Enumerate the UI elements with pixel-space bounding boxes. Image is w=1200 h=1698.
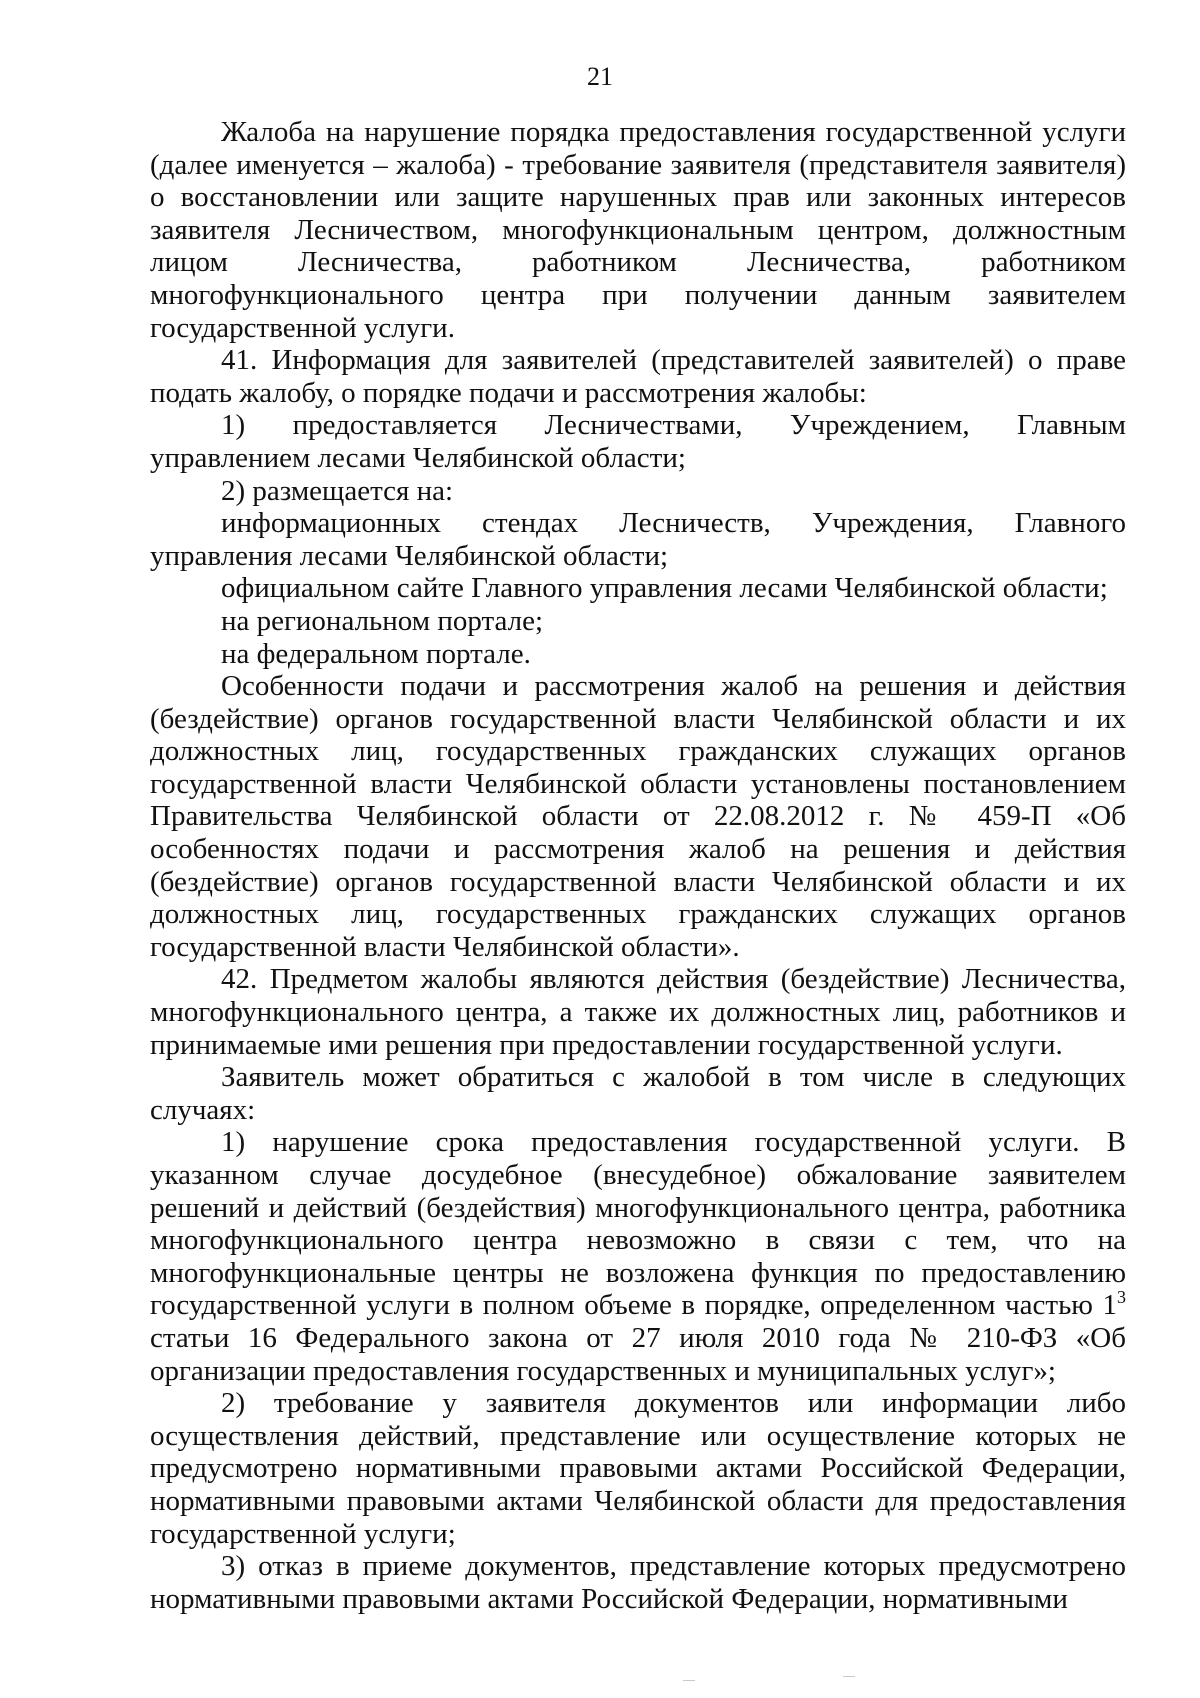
paragraph-42: 42. Предметом жалобы являются действия (бездействие) Лесничества, многофункционального центра, а также их должностных лиц, работников и принимаемые ими решения при предоставлении государственной услуги. bbox=[150, 963, 1126, 1061]
scan-mark bbox=[843, 1676, 855, 1677]
paragraph-regional-portal: на региональном портале; bbox=[221, 604, 544, 637]
paragraph-case-3: 3) отказ в приеме документов, представление которых предусмотрено нормативными правовыми актами Российской Федерации, нормативными bbox=[150, 1550, 1126, 1615]
case-1-text-continued: статьи 16 Федерального закона от 27 июля 2010 года № 210-ФЗ «Об организации предоставления государственных и муниципальных услуг»; bbox=[150, 1321, 1126, 1387]
document-body bbox=[150, 116, 1126, 1615]
paragraph-cases-intro: Заявитель может обратиться с жалобой в том числе в следующих случаях: bbox=[150, 1061, 1126, 1126]
paragraph-official-site: официальном сайте Главного управления лесами Челябинской области; bbox=[221, 572, 1108, 605]
paragraph-case-2: 2) требование у заявителя документов или информации либо осуществления действий, представление или осуществление которых не предусмотрено нормативными правовыми актами Российской Федерации, нормативными правовыми актами Челябинской области для предоставления государственной услуги; bbox=[150, 1387, 1126, 1550]
paragraph-complaint-definition: Жалоба на нарушение порядка предоставления государственной услуги (далее именуется – жалоба) - требование заявителя (представителя заявителя) о восстановлении или защите нарушенных прав или законных интересов заявителя Лесничеством, многофункциональным центром, должностным лицом Лесничества, работником Лесничества, работником многофункционального центра при получении данным заявителем государственной услуги. bbox=[150, 116, 1126, 344]
case-1-text: 1) нарушение срока предоставления государственной услуги. В указанном случае досудебное (внесудебное) обжалование заявителем решений и действий (бездействия) многофункционального центра, работника многофункционального центра невозможно в связи с тем, что на многофункциональные центры не возложена функция по предоставлению государственной услуги в полном объеме в порядке, определенном частью 1 bbox=[150, 1126, 1126, 1322]
paragraph-federal-portal: на федеральном портале. bbox=[221, 637, 531, 670]
paragraph-41-item-2: 2) размещается на: bbox=[221, 474, 454, 507]
paragraph-41-item-1: 1) предоставляется Лесничествами, Учреждением, Главным управлением лесами Челябинской области; bbox=[150, 409, 1126, 474]
paragraph-complaint-specifics: Особенности подачи и рассмотрения жалоб на решения и действия (бездействие) органов государственной власти Челябинской области и их должностных лиц, государственных гражданских служащих органов государственной власти Челябинской области установлены постановлением Правительства Челябинской области от 22.08.2012 г. № 459-П «Об особенностях подачи и рассмотрения жалоб на решения и действия (бездействие) органов государственной власти Челябинской области и их должностных лиц, государственных гражданских служащих органов государственной власти Челябинской области». bbox=[150, 670, 1126, 963]
page-number: 21 bbox=[587, 62, 613, 91]
scan-mark bbox=[683, 1680, 695, 1681]
superscript: 3 bbox=[1117, 1287, 1126, 1308]
paragraph-case-1 bbox=[150, 1126, 1126, 1387]
paragraph-41: 41. Информация для заявителей (представителей заявителей) о праве подать жалобу, о порядке подачи и рассмотрения жалобы: bbox=[150, 344, 1126, 409]
paragraph-info-stands: информационных стендах Лесничеств, Учреждения, Главного управления лесами Челябинской области; bbox=[150, 507, 1126, 572]
